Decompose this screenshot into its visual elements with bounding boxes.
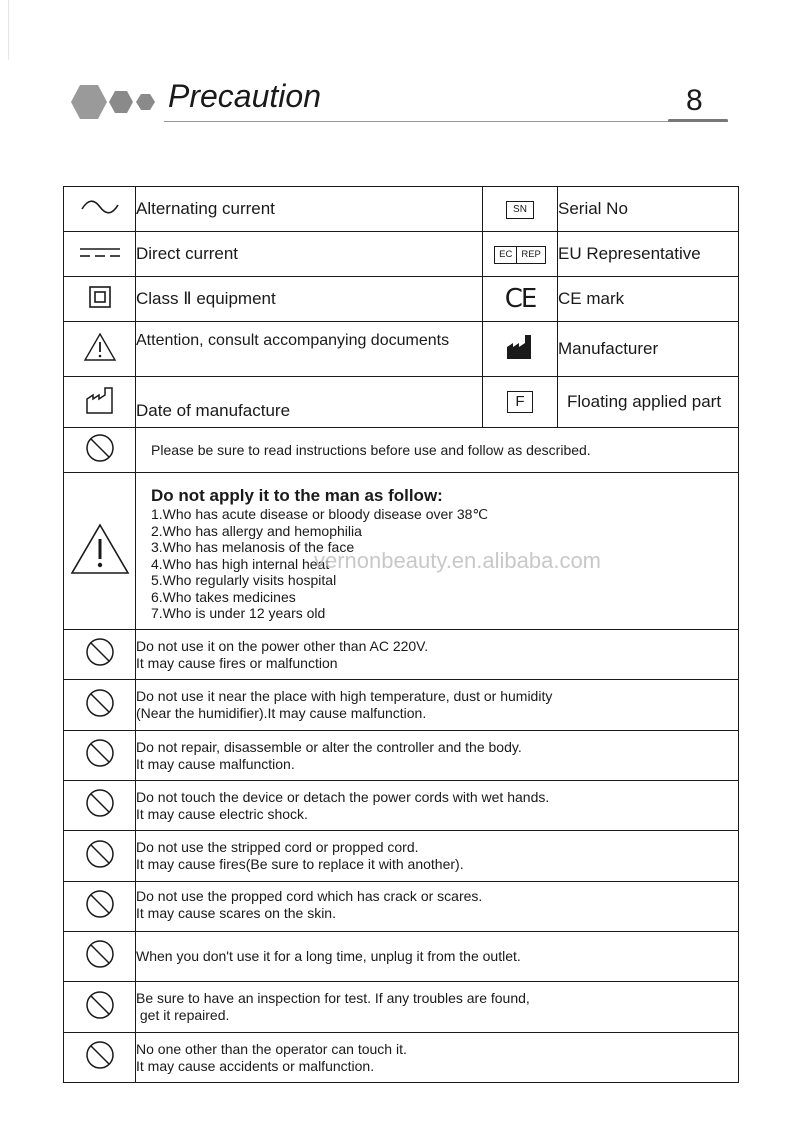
symbol-row [64, 232, 739, 277]
caution-row [64, 781, 739, 831]
prohibition-icon [85, 688, 115, 718]
icon-cell [483, 322, 558, 377]
caution-line: It may cause electric shock. [136, 805, 308, 822]
prohibition-icon [85, 788, 115, 818]
symbol-label: CE mark [558, 277, 739, 322]
caution-line: Be sure to have an inspection for test. If any troubles are found, [136, 990, 530, 1006]
precaution-table [63, 186, 739, 1083]
symbol-row [64, 322, 739, 377]
icon-cell [64, 277, 136, 322]
prohibition-icon [85, 939, 115, 969]
prohibition-icon [85, 433, 115, 463]
watermark: vernonbeauty.en.alibaba.com [314, 548, 602, 573]
icon-cell [64, 731, 136, 781]
caution-line: When you don't use it for a long time, unplug it from the outlet. [136, 948, 521, 964]
symbol-label: Direct current [136, 232, 483, 277]
symbol-row [64, 377, 739, 428]
caution-line: Do not use it on the power other than AC 220V. [136, 637, 429, 654]
caution-text [136, 932, 739, 982]
icon-cell [64, 882, 136, 932]
icon-cell [64, 322, 136, 377]
prohibition-icon [85, 1040, 115, 1070]
caution-line: It may cause fires or malfunction [136, 654, 338, 671]
alternating-current-icon [78, 197, 122, 217]
header-rule [164, 121, 728, 122]
symbol-row [64, 277, 739, 322]
rep-badge-text: REP [516, 247, 545, 263]
instruction-row [64, 428, 739, 473]
hexagon-logo-icon [70, 84, 160, 120]
caution-line: Do not repair, disassemble or alter the controller and the body. [136, 738, 522, 755]
icon-cell [483, 377, 558, 428]
icon-cell [64, 781, 136, 831]
caution-text [136, 882, 739, 932]
icon-cell [64, 187, 136, 232]
icon-cell [64, 932, 136, 982]
icon-cell [483, 187, 558, 232]
serial-number-icon: SN [506, 201, 534, 219]
caution-line: Do not use the propped cord which has crack or scares. [136, 888, 483, 904]
warning-item: 5.Who regularly visits hospital [151, 572, 337, 588]
icon-cell [64, 232, 136, 277]
caution-text [136, 781, 739, 831]
symbol-row [64, 187, 739, 232]
floating-applied-part-icon: F [507, 391, 532, 413]
caution-row [64, 731, 739, 781]
caution-text [136, 630, 739, 680]
warning-title: Do not apply it to the man as follow: [151, 486, 443, 505]
ce-mark-icon: CE [504, 284, 536, 314]
icon-cell [483, 232, 558, 277]
caution-line: No one other than the operator can touch it. [136, 1040, 407, 1057]
caution-text [136, 731, 739, 781]
caution-row [64, 982, 739, 1033]
symbol-label: Class Ⅱ equipment [136, 277, 483, 322]
large-warning-icon [70, 523, 130, 575]
caution-row [64, 831, 739, 882]
caution-line: Do not use it near the place with high temperature, dust or humidity [136, 688, 553, 704]
caution-line: It may cause malfunction. [136, 755, 295, 772]
page-number: 8 [686, 84, 703, 117]
icon-cell [64, 473, 136, 630]
eu-representative-icon [494, 246, 546, 264]
warning-item: 6.Who takes medicines [151, 588, 296, 605]
caution-line: Do not use the stripped cord or propped cord. [136, 839, 419, 855]
warning-item: 3.Who has melanosis of the face [151, 539, 355, 555]
icon-cell [64, 831, 136, 882]
icon-cell [64, 630, 136, 680]
caution-line: (Near the humidifier).It may cause malfunction. [136, 705, 427, 721]
page-header [0, 0, 794, 130]
manufacturer-icon [505, 333, 535, 361]
caution-row [64, 680, 739, 731]
prohibition-icon [85, 990, 115, 1020]
warning-item: 4.Who has high internal heat [151, 555, 330, 572]
prohibition-icon [85, 738, 115, 768]
prohibition-icon [85, 839, 115, 869]
caution-text [136, 982, 739, 1033]
instruction-text: Please be sure to read instructions before use and follow as described. [136, 428, 739, 473]
header-rule-accent [668, 119, 728, 122]
warning-item: 7.Who is under 12 years old [151, 605, 326, 621]
symbol-label: Manufacturer [558, 322, 739, 377]
caution-row [64, 932, 739, 982]
caution-text [136, 831, 739, 882]
caution-line: Do not touch the device or detach the power cords with wet hands. [136, 788, 550, 805]
class-ii-equipment-icon [88, 285, 112, 309]
caution-line: It may cause accidents or malfunction. [136, 1057, 375, 1074]
attention-warning-icon [83, 332, 117, 362]
prohibition-icon [85, 889, 115, 919]
prohibition-icon [85, 637, 115, 667]
icon-cell [64, 377, 136, 428]
warning-item: 1.Who has acute disease or bloody disease over 38℃ [151, 506, 489, 522]
date-of-manufacture-icon [84, 385, 116, 415]
symbol-label: EU Representative [558, 232, 739, 277]
caution-line: get it repaired. [136, 1007, 230, 1023]
symbol-label: Attention, consult accompanying documents [136, 322, 483, 377]
caution-row [64, 882, 739, 932]
caution-text [136, 1033, 739, 1083]
caution-line: It may cause fires(Be sure to replace it with another). [136, 856, 464, 872]
icon-cell [483, 277, 558, 322]
symbol-label: Floating applied part [558, 377, 739, 428]
caution-line: It may cause scares on the skin. [136, 905, 336, 921]
caution-text [136, 680, 739, 731]
warning-item: 2.Who has allergy and hemophilia [151, 522, 362, 539]
caution-row [64, 630, 739, 680]
symbol-label: Serial No [558, 187, 739, 232]
icon-cell [64, 982, 136, 1033]
direct-current-icon [78, 245, 122, 259]
icon-cell [64, 428, 136, 473]
icon-cell [64, 680, 136, 731]
ec-badge-text: EC [499, 249, 513, 260]
icon-cell [64, 1033, 136, 1083]
caution-row [64, 1033, 739, 1083]
page-title: Precaution [168, 78, 321, 114]
symbol-label: Alternating current [136, 187, 483, 232]
symbol-label: Date of manufacture [136, 377, 483, 428]
